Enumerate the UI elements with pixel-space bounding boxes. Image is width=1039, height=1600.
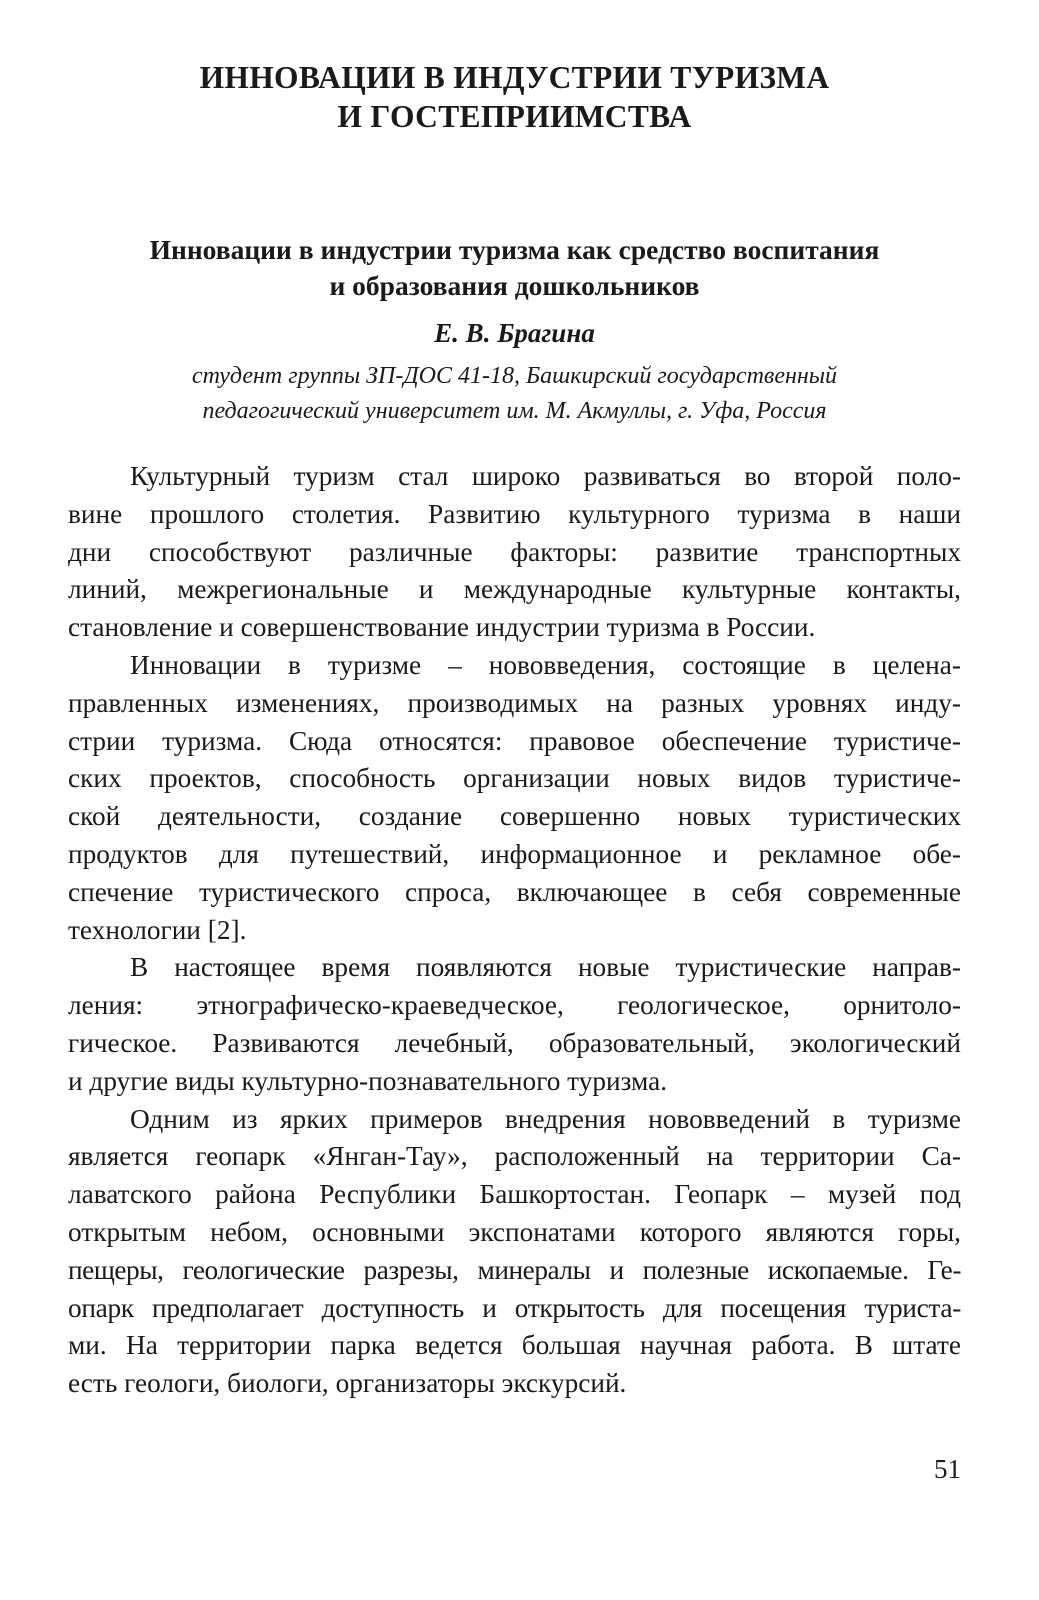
paragraph	[68, 1101, 961, 1403]
page-number: 51	[934, 1454, 961, 1484]
text-line: пещеры, геологические разрезы, минералы и полезные ископаемые. Ге-	[68, 1254, 961, 1285]
text-line: есть геологи, биологи, организаторы экскурсий.	[68, 1368, 627, 1399]
text-line: технологии [2].	[68, 914, 247, 945]
text-line: линий, межрегиональные и международные культурные контакты,	[68, 574, 961, 605]
article-title-line: и образования дошкольников	[329, 270, 700, 301]
text-line: спечение туристического спроса, включающее в себя современные	[68, 876, 961, 907]
text-line: лаватского района Республики Башкортостан. Геопарк – музей под	[68, 1179, 961, 1210]
text-line: продуктов для путешествий, информационное и рекламное обе-	[68, 838, 961, 869]
document-page	[68, 0, 961, 1600]
article-body	[68, 458, 961, 1403]
text-line: стрии туризма. Сюда относятся: правовое обеспечение туристиче-	[68, 725, 961, 756]
text-line: Одним из ярких примеров внедрения нововведений в туризме	[130, 1103, 961, 1134]
article-title	[68, 232, 961, 304]
text-line: Инновации в туризме – нововведения, состоящие в целена-	[130, 649, 961, 680]
paragraph	[68, 458, 961, 647]
text-line: открытым небом, основными экспонатами которого являются горы,	[68, 1216, 961, 1247]
text-line: становление и совершенствование индустрии туризма в России.	[68, 612, 816, 643]
text-line: ской деятельности, создание совершенно новых туристических	[68, 801, 961, 832]
text-line: является геопарк «Янган-Тау», расположенный на территории Са-	[68, 1141, 961, 1172]
section-title-line: И ГОСТЕПРИИМСТВА	[337, 99, 692, 134]
text-line: и другие виды культурно-познавательного туризма.	[68, 1065, 668, 1096]
text-line: Культурный туризм стал широко развиваться во второй поло-	[130, 461, 961, 491]
text-line: правленных изменениях, производимых на разных уровнях инду-	[68, 687, 961, 718]
author-name: Е. В. Брагина	[434, 318, 595, 348]
section-title-line: ИННОВАЦИИ В ИНДУСТРИИ ТУРИЗМА	[199, 60, 830, 95]
paragraph	[68, 647, 961, 949]
text-line: ских проектов, способность организации новых видов туристиче-	[68, 763, 961, 794]
text-line: В настоящее время появляются новые туристические направ-	[130, 952, 961, 983]
text-line: гическое. Развиваются лечебный, образовательный, экологический	[68, 1027, 961, 1058]
text-line: опарк предполагает доступность и открытость для посещения туриста-	[68, 1292, 961, 1323]
affiliation-line: студент группы ЗП-ДОС 41-18, Башкирский государственный	[191, 363, 838, 389]
text-line: дни способствуют различные факторы: развитие транспортных	[68, 536, 961, 567]
section-title	[68, 58, 961, 136]
article-title-line: Инновации в индустрии туризма как средство воспитания	[149, 234, 880, 265]
text-line: ления: этнографическо-краеведческое, геологическое, орнитоло-	[68, 990, 961, 1021]
text-line: ми. На территории парка ведется большая научная работа. В штате	[68, 1330, 961, 1361]
text-line: вине прошлого столетия. Развитию культурного туризма в наши	[68, 498, 961, 529]
affiliation-line: педагогический университет им. М. Акмуллы, г. Уфа, Россия	[202, 398, 827, 424]
paragraph	[68, 949, 961, 1100]
author-affiliation	[68, 359, 961, 429]
